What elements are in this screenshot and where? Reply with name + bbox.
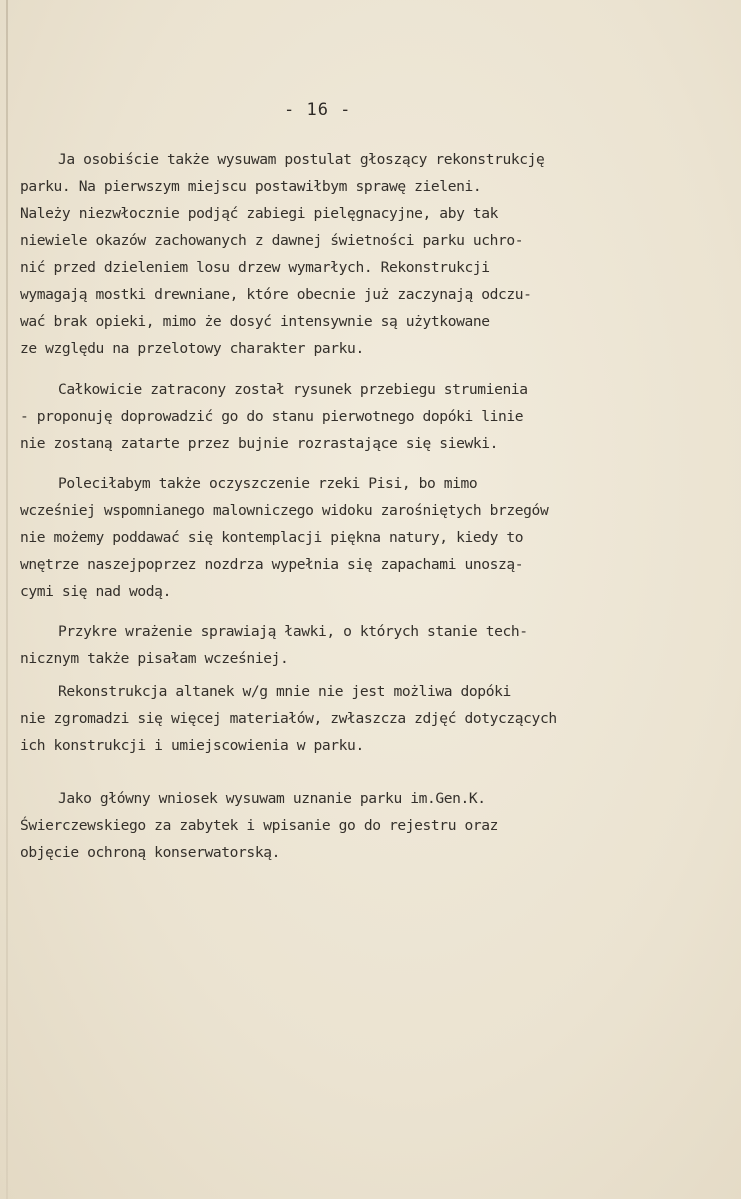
text-line: ze względu na przelotowy charakter parku. bbox=[20, 340, 364, 357]
text-line: wnętrze naszejpoprzez nozdrza wypełnia się zapachami unoszą- bbox=[20, 556, 524, 573]
page-number: - 16 - bbox=[284, 100, 352, 120]
text-line: nie zgromadzi się więcej materiałów, zwłaszcza zdjęć dotyczących bbox=[20, 710, 557, 727]
text-line: parku. Na pierwszym miejscu postawiłbym sprawę zieleni. bbox=[20, 178, 482, 195]
text-line: Jako główny wniosek wysuwam uznanie parku im.Gen.K. bbox=[58, 790, 486, 807]
page-fold-shadow bbox=[6, 0, 8, 1199]
text-line: nie zostaną zatarte przez bujnie rozrastające się siewki. bbox=[20, 435, 499, 452]
text-line: niewiele okazów zachowanych z dawnej świetności parku uchro- bbox=[20, 232, 524, 249]
text-line: wcześniej wspomnianego malowniczego widoku zarośniętych brzegów bbox=[20, 502, 549, 519]
text-line: cymi się nad wodą. bbox=[20, 583, 171, 600]
text-line: Przykre wrażenie sprawiają ławki, o których stanie tech- bbox=[58, 623, 528, 640]
text-line: Całkowicie zatracony został rysunek przebiegu strumienia bbox=[58, 381, 528, 398]
text-line: nicznym także pisałam wcześniej. bbox=[20, 650, 289, 667]
text-line: objęcie ochroną konserwatorską. bbox=[20, 844, 280, 861]
text-line: nie możemy poddawać się kontemplacji piękna natury, kiedy to bbox=[20, 529, 524, 546]
text-line: Ja osobiście także wysuwam postulat głoszący rekonstrukcję bbox=[58, 151, 545, 168]
text-line: wymagają mostki drewniane, które obecnie już zaczynają odczu- bbox=[20, 286, 532, 303]
text-line: Świerczewskiego za zabytek i wpisanie go do rejestru oraz bbox=[20, 817, 499, 834]
text-line: wać brak opieki, mimo że dosyć intensywnie są użytkowane bbox=[20, 313, 490, 330]
text-line: nić przed dzieleniem losu drzew wymarłych. Rekonstrukcji bbox=[20, 259, 490, 276]
text-line: Rekonstrukcja altanek w/g mnie nie jest możliwa dopóki bbox=[58, 683, 511, 700]
text-line: - proponuję doprowadzić go do stanu pierwotnego dopóki linie bbox=[20, 408, 524, 425]
text-line: Należy niezwłocznie podjąć zabiegi pielęgnacyjne, aby tak bbox=[20, 205, 499, 222]
text-line: Poleciłabym także oczyszczenie rzeki Pisi, bo mimo bbox=[58, 475, 478, 492]
text-line: ich konstrukcji i umiejscowienia w parku. bbox=[20, 737, 364, 754]
